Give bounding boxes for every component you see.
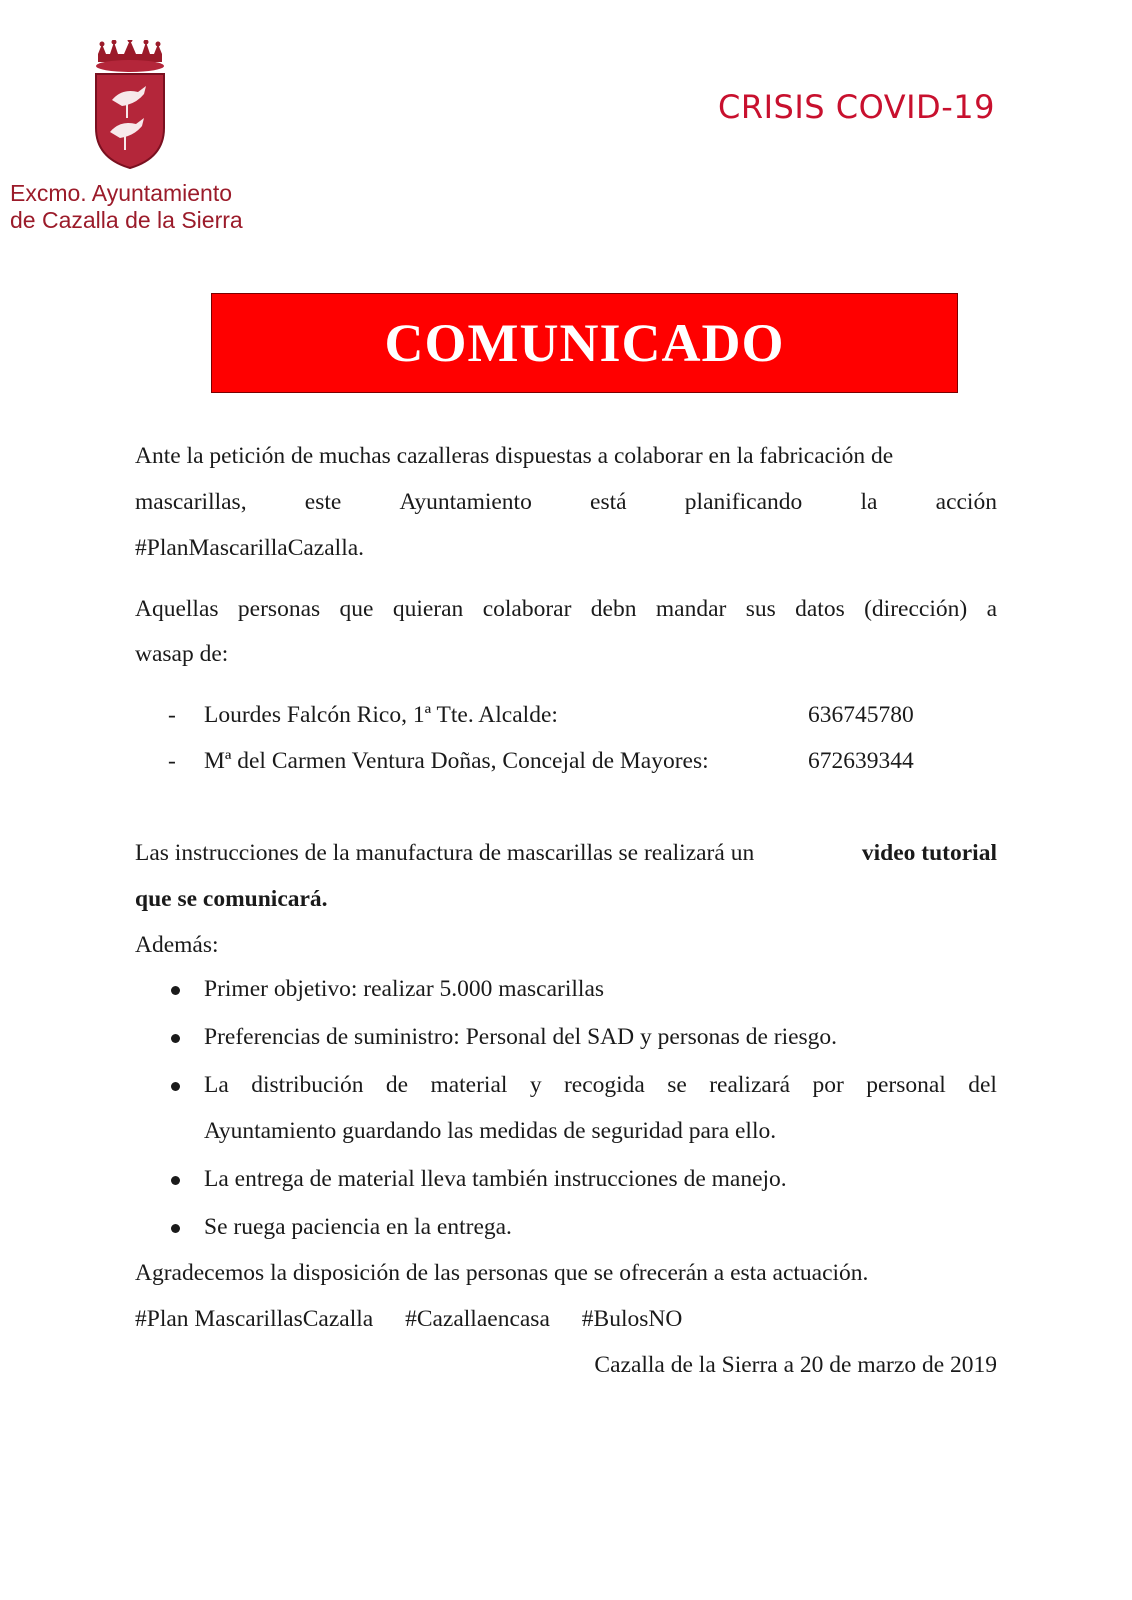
intro-line-2: [135, 489, 997, 516]
justified-word: planificando: [684, 489, 803, 515]
banner-title: COMUNICADO: [384, 313, 785, 373]
contact-intro-line-1: [135, 596, 997, 623]
justified-word: distribución: [251, 1072, 364, 1098]
bullet-dot: [168, 1176, 180, 1188]
justified-word: se: [667, 1072, 687, 1098]
instructions-line-1: [135, 840, 997, 867]
bullet-dot: [168, 1034, 180, 1046]
hashtags: [135, 1306, 997, 1333]
hashtag: #Cazallaencasa: [405, 1306, 550, 1332]
justified-word: que: [339, 596, 374, 622]
justified-word: datos: [795, 596, 845, 622]
ademas-label: Además:: [135, 932, 219, 958]
justified-word: debn: [590, 596, 637, 622]
crisis-label: CRISIS COVID-19: [718, 88, 995, 126]
justified-word: del: [968, 1072, 997, 1098]
contact-name: Mª del Carmen Ventura Doñas, Concejal de Mayores:: [204, 748, 709, 774]
bullet-dot: [168, 1224, 180, 1236]
justified-word: Ayuntamiento: [399, 489, 532, 515]
justified-word: por: [812, 1072, 844, 1098]
contact-dash: -: [168, 748, 176, 774]
date-line: Cazalla de la Sierra a 20 de marzo de 2019: [594, 1352, 997, 1378]
hashtag: #Plan MascarillasCazalla: [135, 1306, 374, 1332]
justified-word: a: [986, 596, 997, 622]
coat-of-arms-icon: [92, 40, 168, 170]
bullet-item: [204, 1072, 997, 1099]
justified-word: personas: [237, 596, 321, 622]
bullet-item: La entrega de material lleva también instrucciones de manejo.: [204, 1166, 787, 1192]
contact-name: Lourdes Falcón Rico, 1ª Tte. Alcalde:: [204, 702, 558, 728]
bullet-item: Primer objetivo: realizar 5.000 mascarillas: [204, 976, 605, 1002]
bullet-item: Se ruega paciencia en la entrega.: [204, 1214, 512, 1240]
bullet-item: Preferencias de suministro: Personal del SAD y personas de riesgo.: [204, 1024, 838, 1050]
instructions-text: Las instrucciones de la manufactura de mascarillas se realizará un: [135, 840, 755, 866]
justified-word: acción: [935, 489, 997, 515]
justified-word: mascarillas,: [135, 489, 247, 515]
justified-word: la: [860, 489, 878, 515]
contact-intro-line-2: wasap de:: [135, 641, 229, 667]
justified-word: y: [529, 1072, 542, 1098]
bullet-dot: [168, 986, 180, 998]
comunicado-banner: [211, 293, 958, 393]
justified-word: Aquellas: [135, 596, 219, 622]
justified-word: (dirección): [864, 596, 968, 622]
justified-word: recogida: [563, 1072, 645, 1098]
contact-phone: 672639344: [808, 748, 914, 774]
justified-word: de: [385, 1072, 409, 1098]
justified-word: sus: [745, 596, 776, 622]
contact-dash: -: [168, 702, 176, 728]
bullet-dot: [168, 1082, 180, 1094]
organization-name: [10, 180, 243, 234]
justified-word: realizará: [709, 1072, 791, 1098]
contact-phone: 636745780: [808, 702, 914, 728]
instructions-bold-2: que se comunicará.: [135, 886, 328, 912]
justified-word: personal: [866, 1072, 946, 1098]
justified-word: mandar: [655, 596, 727, 622]
justified-word: está: [590, 489, 627, 515]
thanks-line: Agradecemos la disposición de las personas que se ofrecerán a esta actuación.: [135, 1260, 869, 1286]
justified-word: material: [430, 1072, 508, 1098]
hashtag: #BulosNO: [581, 1306, 683, 1332]
org-line-1: Excmo. Ayuntamiento: [10, 180, 233, 206]
org-line-2: de Cazalla de la Sierra: [10, 207, 243, 233]
justified-word: quieran: [392, 596, 464, 622]
instructions-bold-1: video tutorial: [861, 840, 997, 866]
justified-word: colaborar: [482, 596, 572, 622]
intro-line-3: #PlanMascarillaCazalla.: [135, 535, 365, 561]
justified-word: La: [204, 1072, 229, 1098]
instructions-line-2: [135, 886, 997, 913]
intro-line-1: Ante la petición de muchas cazalleras dispuestas a colaborar en la fabricación de: [135, 443, 894, 469]
justified-word: este: [304, 489, 342, 515]
bullet-item-continued: Ayuntamiento guardando las medidas de seguridad para ello.: [204, 1118, 777, 1144]
